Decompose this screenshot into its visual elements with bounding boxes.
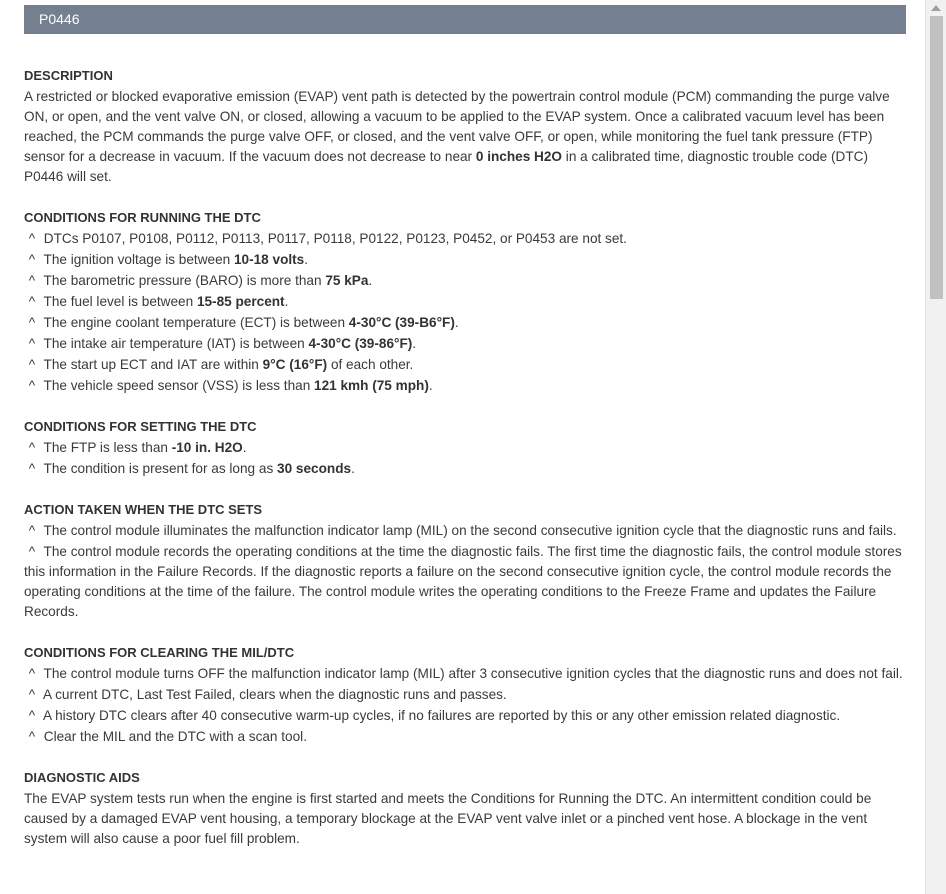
text-run: . xyxy=(454,315,459,330)
list-item xyxy=(24,376,908,396)
aids-text: The EVAP system tests run when the engine is first started and meets the Conditions for Running the DTC. An intermittent condition could be caused by a damaged EVAP vent housing, a temporary blockage at the EVAP vent valve inlet or a pinched vent hose. A blockage in the vent system will also cause a poor fuel fill problem. xyxy=(24,791,872,846)
bold-value: 9°C (16°F) xyxy=(262,357,328,372)
bold-value: 10-18 volts xyxy=(233,252,305,267)
list-item xyxy=(24,355,908,375)
scroll-thumb[interactable] xyxy=(930,16,943,299)
text-run: . xyxy=(428,378,433,393)
list-item xyxy=(24,521,908,541)
caret-icon: ^ xyxy=(28,273,36,288)
text-run: The control module records the operating conditions at the time the diagnostic fails. The first time the diagnostic fails, the control module stores this information in the Failure Records. If the diagnostic reports a failure on the second consecutive ignition cycle, the control module records the operating conditions at the time of the failure. The control module writes the operating conditions to the Freeze Frame and updates the Failure Records. xyxy=(24,544,902,619)
bold-value: 75 kPa xyxy=(325,273,369,288)
bold-value: 121 kmh (75 mph) xyxy=(314,378,429,393)
bold-value: 4-30°C (39-B6°F) xyxy=(348,315,455,330)
setting-section xyxy=(24,417,908,479)
text-run: . xyxy=(304,252,309,267)
caret-icon: ^ xyxy=(28,523,36,538)
list-item xyxy=(24,334,908,354)
caret-icon: ^ xyxy=(28,666,36,681)
list-item xyxy=(24,685,908,705)
page-header xyxy=(24,5,906,34)
text-run: Clear the MIL and the DTC with a scan tool. xyxy=(43,729,307,744)
text-run: . xyxy=(368,273,373,288)
description-text xyxy=(24,87,908,187)
list-item xyxy=(24,664,908,684)
list-item xyxy=(24,250,908,270)
text-run: The barometric pressure (BARO) is more than xyxy=(43,273,326,288)
caret-icon: ^ xyxy=(28,336,36,351)
text-run: . xyxy=(242,440,247,455)
text-run: The control module turns OFF the malfunction indicator lamp (MIL) after 3 consecutive ignition cycles that the diagnostic runs and does not fail. xyxy=(43,666,903,681)
bold-value: 15-85 percent xyxy=(196,294,285,309)
text-run: A current DTC, Last Test Failed, clears when the diagnostic runs and passes. xyxy=(43,687,507,702)
vertical-scrollbar[interactable] xyxy=(925,0,946,894)
page-title: P0446 xyxy=(39,11,80,27)
caret-icon: ^ xyxy=(28,294,36,309)
text-run: . xyxy=(351,461,355,476)
text-run: . xyxy=(284,294,289,309)
caret-icon: ^ xyxy=(28,708,36,723)
text-run: The vehicle speed sensor (VSS) is less than xyxy=(43,378,315,393)
text-run: DTCs P0107, P0108, P0112, P0113, P0117, P0118, P0122, P0123, P0452, or P0453 are not set. xyxy=(43,231,627,246)
scroll-up-arrow-icon[interactable] xyxy=(931,5,941,11)
section-title: ACTION TAKEN WHEN THE DTC SETS xyxy=(24,502,263,517)
text-run: in a calibrated time, diagnostic trouble code (DTC) P0446 will set. xyxy=(24,149,869,184)
caret-icon: ^ xyxy=(28,461,36,476)
bold-value: 0 inches H2O xyxy=(475,149,563,164)
caret-icon: ^ xyxy=(28,378,36,393)
text-run: . xyxy=(412,336,417,351)
list-item xyxy=(24,706,908,726)
caret-icon: ^ xyxy=(28,252,36,267)
list-item xyxy=(24,292,908,312)
bold-value: 30 seconds xyxy=(277,461,352,476)
document-body xyxy=(24,66,908,870)
text-run: A restricted or blocked evaporative emission (EVAP) vent path is detected by the powertrain control module (PCM) commanding the purge valve ON, or open, and the vent valve ON, or closed, allowing a vacuum to be applied to the EVAP system. Once a calibrated vacuum level has been reached, the PCM commands the purge valve OFF, or closed, and the vent valve OFF, or open, while monitoring the fuel tank pressure (FTP) sensor for a decrease in vacuum. If the vacuum does not decrease to near xyxy=(24,89,890,164)
text-run: A history DTC clears after 40 consecutive warm-up cycles, if no failures are reported by this or any other emission related diagnostic. xyxy=(43,708,841,723)
text-run: The start up ECT and IAT are within xyxy=(43,357,263,372)
list-item xyxy=(24,459,908,479)
text-run: The engine coolant temperature (ECT) is between xyxy=(43,315,349,330)
caret-icon: ^ xyxy=(28,687,36,702)
caret-icon: ^ xyxy=(28,729,36,744)
description-section xyxy=(24,66,908,187)
caret-icon: ^ xyxy=(28,315,36,330)
section-title: CONDITIONS FOR SETTING THE DTC xyxy=(24,419,257,434)
bold-value: 4-30°C (39-86°F) xyxy=(308,336,413,351)
section-title: DESCRIPTION xyxy=(24,68,113,83)
text-run: The condition is present for as long as xyxy=(43,461,278,476)
caret-icon: ^ xyxy=(28,440,36,455)
text-run: The control module illuminates the malfunction indicator lamp (MIL) on the second consecutive ignition cycle that the diagnostic runs and fails. xyxy=(43,523,897,538)
aids-section xyxy=(24,768,908,849)
list-item xyxy=(24,727,908,747)
section-title: DIAGNOSTIC AIDS xyxy=(24,770,140,785)
section-title: CONDITIONS FOR CLEARING THE MIL/DTC xyxy=(24,645,295,660)
text-run: The intake air temperature (IAT) is between xyxy=(43,336,309,351)
section-title: CONDITIONS FOR RUNNING THE DTC xyxy=(24,210,261,225)
text-run: of each other. xyxy=(327,357,414,372)
text-run: The ignition voltage is between xyxy=(43,252,234,267)
list-item xyxy=(24,313,908,333)
list-item xyxy=(24,229,908,249)
action-section xyxy=(24,500,908,622)
text-run: The FTP is less than xyxy=(43,440,172,455)
text-run: The fuel level is between xyxy=(43,294,197,309)
caret-icon: ^ xyxy=(28,231,36,246)
caret-icon: ^ xyxy=(28,544,36,559)
bold-value: -10 in. H2O xyxy=(171,440,243,455)
list-item xyxy=(24,542,908,622)
caret-icon: ^ xyxy=(28,357,36,372)
list-item xyxy=(24,438,908,458)
running-section xyxy=(24,208,908,396)
list-item xyxy=(24,271,908,291)
clearing-section xyxy=(24,643,908,747)
